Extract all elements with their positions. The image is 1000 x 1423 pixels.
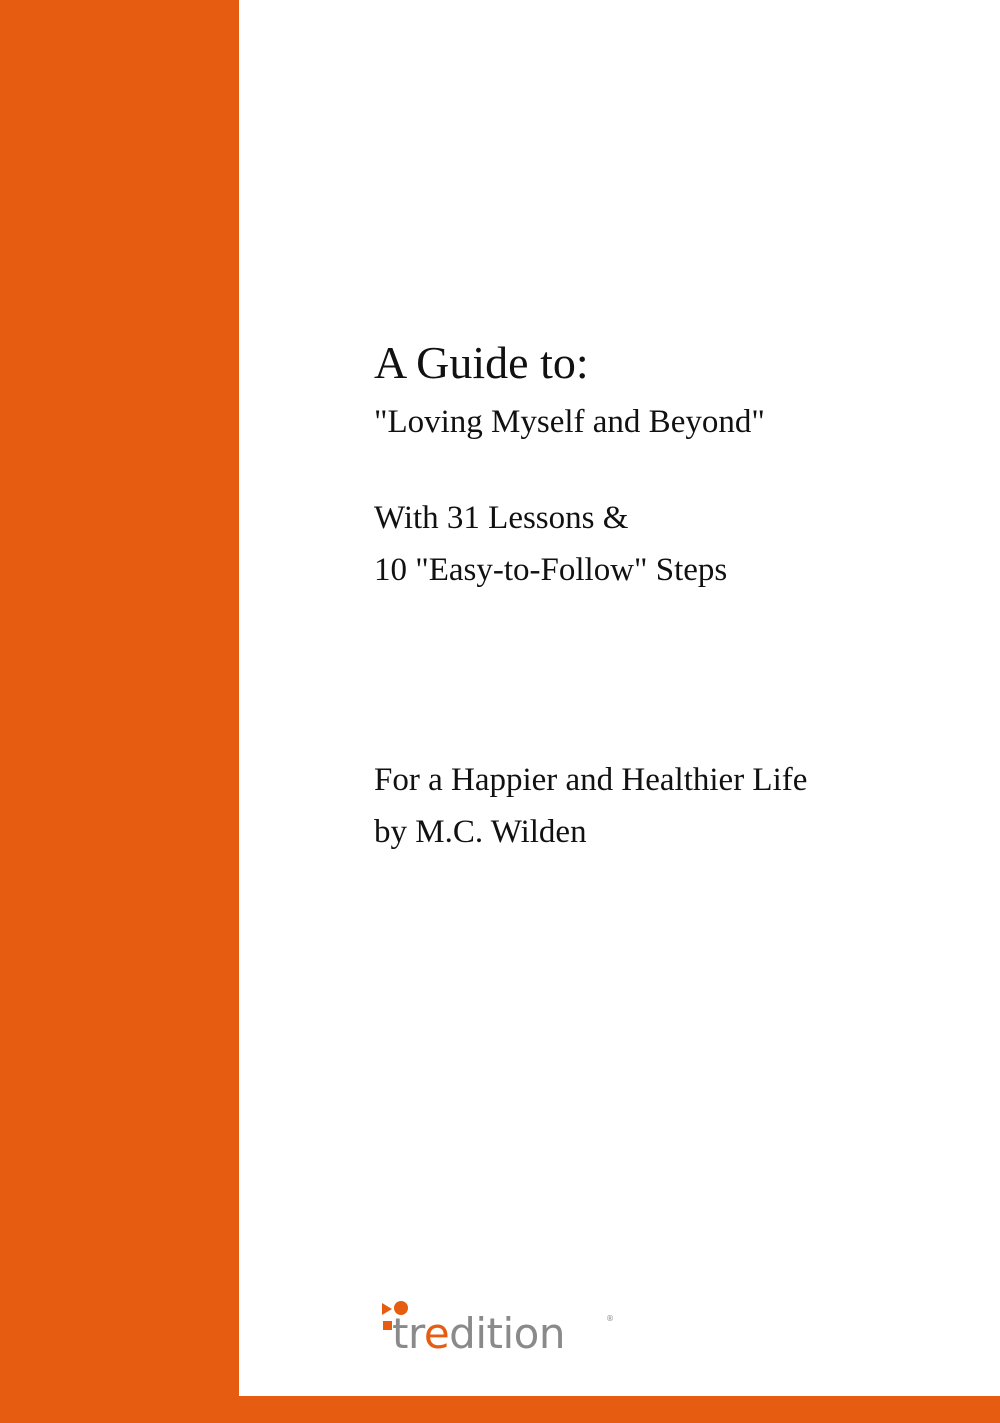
orange-side-stripe: [0, 0, 239, 1423]
logo-wordmark-suffix: dition: [449, 1309, 565, 1358]
cover-tagline: For a Happier and Healthier Life: [374, 762, 808, 798]
play-triangle-icon: [382, 1303, 392, 1315]
tredition-logo: [382, 1300, 622, 1362]
orange-bottom-stripe: [0, 1396, 1000, 1423]
square-icon: [383, 1321, 392, 1330]
registered-mark: ®: [606, 1314, 614, 1323]
cover-title: A Guide to:: [374, 337, 589, 388]
logo-wordmark-accent: e: [423, 1309, 450, 1358]
logo-wordmark: [392, 1306, 565, 1362]
author-line: by M.C. Wilden: [374, 814, 587, 850]
cover-subtitle: "Loving Myself and Beyond": [374, 404, 765, 440]
logo-wordmark-prefix: tr: [392, 1309, 424, 1358]
lessons-line-2: 10 "Easy-to-Follow" Steps: [374, 552, 728, 588]
lessons-line-1: With 31 Lessons &: [374, 500, 629, 536]
